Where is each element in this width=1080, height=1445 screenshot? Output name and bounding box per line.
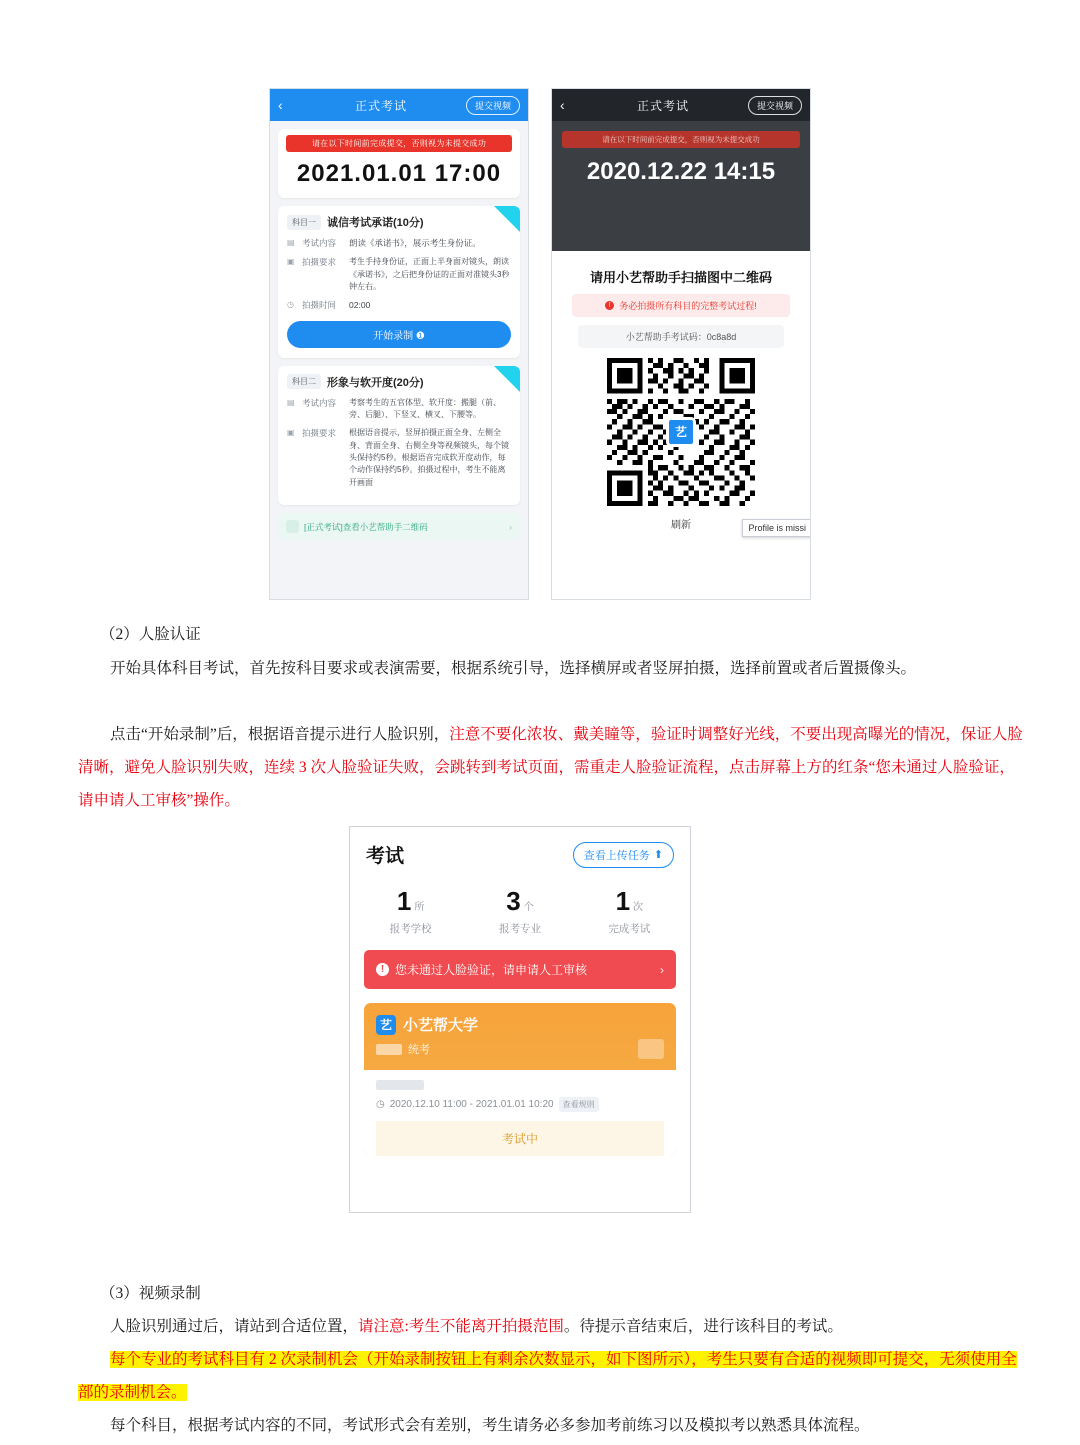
qr-alert-text: 务必拍摄所有科目的完整考试过程! — [619, 301, 757, 311]
exam-code-box: 小艺帮助手考试码：0c8a8d — [578, 325, 784, 348]
corner-ribbon-icon — [494, 206, 520, 232]
qr-code-image — [607, 358, 755, 506]
p2-black-lead: 点击“开始录制”后，根据语音提示进行人脸识别， — [110, 726, 450, 743]
phone-screenshot-exam-subjects — [269, 88, 529, 600]
subject-card-2[interactable] — [278, 366, 520, 506]
redacted-block — [376, 1080, 424, 1090]
row-label: 考试内容 — [302, 238, 337, 248]
exam-status[interactable]: 考试中 — [376, 1121, 664, 1156]
school-logo-icon: 艺 — [376, 1015, 396, 1035]
deadline-warning: 请在以下时间前完成提交，否则视为未提交成功 — [286, 135, 512, 152]
stat-number: 1 — [396, 886, 412, 916]
qr-alert — [572, 294, 790, 317]
page-title: 考试 — [366, 846, 405, 867]
phone-screenshot-helper-qr — [551, 88, 811, 600]
exam-card[interactable] — [364, 1003, 676, 1156]
exam-time-row — [376, 1097, 664, 1112]
stat-completed — [575, 886, 684, 936]
paragraph-face-recognition — [78, 718, 1023, 817]
chevron-right-icon[interactable]: › — [509, 521, 512, 532]
row-value: 02:00 — [349, 300, 371, 311]
subject-row — [287, 397, 511, 422]
row-value: 考生手持身份证，正面上半身面对镜头，朗读《承诺书》，之后把身份证的正面对准镜头3秒钟左右。 — [349, 257, 510, 291]
camera-icon: ▣ — [287, 257, 295, 267]
exam-home-header — [350, 827, 690, 872]
phone-header — [270, 89, 528, 121]
paragraph-record-attempts — [78, 1343, 1023, 1409]
start-record-button[interactable]: 开始录制 ❶ — [287, 321, 511, 348]
row-label: 拍摄时间 — [302, 300, 337, 311]
paragraph-subject-differences: 每个科目，根据考试内容的不同，考试形式会有差别，考生请务必多参加考前练习以及模拟考以熟悉具体流程。 — [110, 1417, 870, 1434]
heading-face-auth: （2）人脸认证 — [100, 626, 201, 643]
exclamation-icon: ! — [605, 301, 614, 310]
exam-card-header — [364, 1003, 676, 1039]
view-upload-tasks-button[interactable] — [573, 842, 674, 868]
school-name: 小艺帮大学 — [403, 1017, 479, 1034]
exam-card-body — [364, 1070, 676, 1156]
stat-caption: 报考学校 — [389, 923, 432, 935]
stat-caption: 报考专业 — [498, 923, 541, 935]
paragraph-after-face-pass — [78, 1310, 1023, 1343]
exclamation-icon: ! — [376, 963, 389, 976]
upload-tasks-label: 查看上传任务 — [583, 849, 650, 862]
submit-video-button[interactable]: 提交视频 — [748, 96, 802, 115]
subject-tag: 科目一 — [287, 215, 321, 230]
doc-icon: ▤ — [287, 238, 295, 247]
refresh-button[interactable]: 刷新 — [671, 520, 691, 531]
row-value: 根据语音提示，竖屏拍摄正面全身、左侧全身、背面全身、右侧全身等视频镜头，每个镜头保持约5秒。根据语音完成软开度动作，每个动作保持约5秒。拍摄过程中，考生不能离开画面 — [349, 428, 509, 487]
camera-icon: ▣ — [287, 428, 295, 438]
subject-row — [287, 256, 511, 293]
subject-row — [287, 427, 511, 489]
qr-instruction: 请用小艺帮助手扫描图中二维码 — [589, 270, 772, 285]
helper-qr-label: [正式考试]查看小艺帮助手二维码 — [304, 521, 428, 532]
screenshot-row-exam-pages — [0, 88, 1080, 600]
stat-majors — [465, 886, 574, 936]
stat-number: 3 — [506, 886, 521, 916]
banner-text: 您未通过人脸验证，请申请人工审核 — [395, 963, 588, 977]
play-icon[interactable] — [638, 1039, 664, 1059]
row-label: 拍摄要求 — [302, 428, 337, 439]
row-value: 考察考生的五官体型、软开度：搬腿（前、旁、后腿）、下竖叉、横叉、下腰等。 — [349, 397, 501, 419]
helper-qr-link[interactable] — [278, 513, 520, 540]
stat-schools — [356, 886, 465, 936]
exam-type: 统考 — [408, 1044, 430, 1056]
deadline-time: 2021.01.01 17:00 — [296, 160, 502, 187]
countdown-card — [278, 129, 520, 198]
stat-unit: 次 — [633, 902, 644, 913]
qr-panel — [552, 251, 810, 600]
subject-row — [287, 237, 511, 250]
redacted-block — [376, 1044, 402, 1055]
profile-tooltip: Profile is missi — [742, 519, 811, 537]
p4-highlight: 每个专业的考试科目有 2 次录制机会（开始录制按钮上有剩余次数显示，如下图所示），考生只要有合适的视频即可提交，无须使用全部的录制机会。 — [78, 1351, 1017, 1401]
subject-header — [287, 374, 511, 390]
p2-red-warning: 注意不要化浓妆、戴美瞳等，验证时调整好光线，不要出现高曝光的情况，保证人脸清晰，避免人脸识别失败，连续 3 次人脸验证失败，会跳转到考试页面，需重走人脸验证流程，点击屏幕上方的红条“您未通过人脸验证，请申请人工审核”操作。 — [78, 726, 1023, 809]
row-value: 朗读《承诺书》，展示考生身份证。 — [349, 238, 481, 248]
chevron-left-icon[interactable]: ‹ — [278, 97, 283, 113]
deadline-warning: 请在以下时间前完成提交，否则视为未提交成功 — [562, 131, 800, 148]
stat-unit: 所 — [414, 902, 425, 913]
subject-title: 诚信考试承诺(10分) — [327, 217, 424, 229]
stat-number: 1 — [615, 886, 631, 916]
submit-video-button[interactable]: 提交视频 — [466, 96, 520, 115]
clock-icon: ◷ — [376, 1099, 385, 1110]
qr-logo-icon: 艺 — [666, 417, 696, 447]
qr-icon — [286, 520, 299, 533]
corner-ribbon-icon — [494, 366, 520, 392]
phone-title: 正式考试 — [636, 98, 689, 113]
p3-tail: 。待提示音结束后，进行该科目的考试。 — [563, 1318, 843, 1335]
clock-icon: ◷ — [287, 300, 294, 310]
heading-video-record: （3）视频录制 — [100, 1285, 201, 1302]
chevron-right-icon[interactable]: › — [660, 962, 664, 977]
subject-header — [287, 214, 511, 230]
exam-rule-badge[interactable]: 查看规则 — [559, 1097, 599, 1112]
upload-icon: ⬆ — [653, 849, 663, 861]
row-label: 拍摄要求 — [302, 257, 337, 268]
stat-caption: 完成考试 — [608, 923, 651, 935]
stat-unit: 个 — [523, 902, 534, 913]
face-verify-failed-banner[interactable] — [364, 950, 676, 989]
phone-title: 正式考试 — [354, 98, 407, 113]
p3-red: 请注意:考生不能离开拍摄范围 — [358, 1318, 564, 1335]
doc-icon: ▤ — [287, 397, 295, 407]
stats-row — [350, 872, 690, 946]
subject-title: 形象与软开度(20分) — [327, 376, 424, 389]
chevron-left-icon[interactable]: ‹ — [560, 97, 565, 113]
deadline-time: 2020.12.22 14:15 — [586, 158, 776, 185]
phone-screenshot-exam-home — [349, 826, 691, 1213]
p3-lead: 人脸识别通过后，请站到合适位置， — [110, 1318, 359, 1335]
row-label: 考试内容 — [302, 397, 337, 408]
subject-card-1[interactable] — [278, 206, 520, 358]
exam-card-subtitle — [364, 1039, 676, 1070]
phone-header — [552, 89, 810, 121]
exam-time-range: 2020.12.10 11:00 - 2021.01.01 10:20 — [389, 1099, 554, 1110]
subject-row — [287, 299, 511, 312]
subject-tag: 科目二 — [287, 374, 321, 389]
countdown-dark-area — [552, 121, 810, 251]
paragraph-exam-start: 开始具体科目考试，首先按科目要求或表演需要，根据系统引导，选择横屏或者竖屏拍摄，选择前置或者后置摄像头。 — [110, 660, 917, 677]
